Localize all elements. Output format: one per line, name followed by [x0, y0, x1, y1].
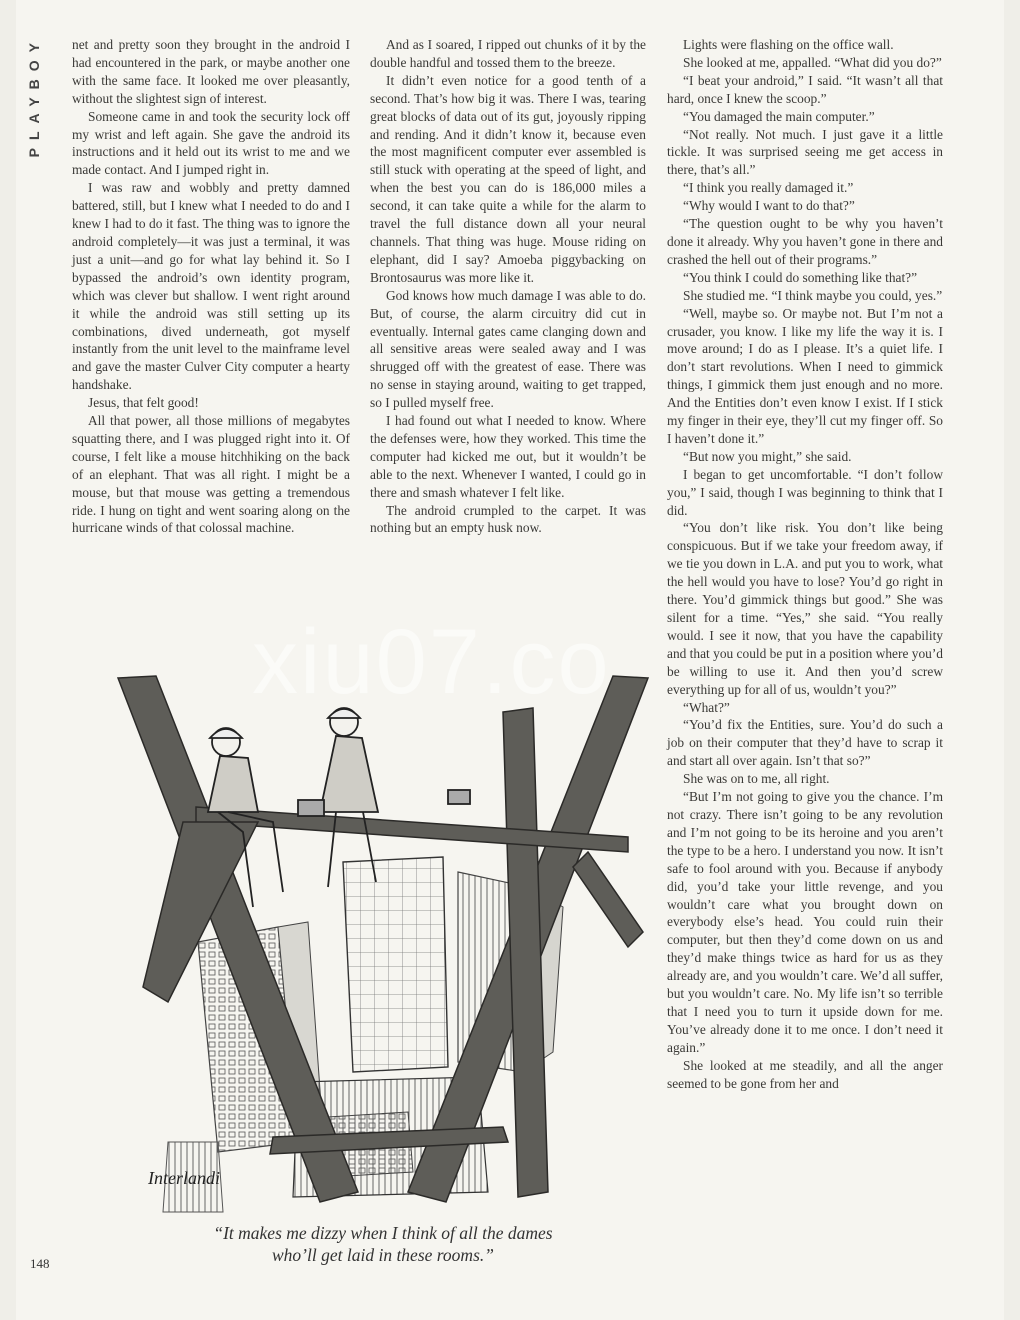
- page-number: 148: [30, 1256, 50, 1271]
- paragraph: I began to get uncomfortable. “I don’t follow you,” I said, though I was beginning to think that I did.: [667, 466, 943, 518]
- paragraph: “You’d fix the Entities, sure. You’d do such a job on their computer that they’d have to scrap it and start all over again. Isn’t that so?”: [667, 717, 943, 769]
- paragraph: Jesus, that felt good!: [88, 395, 199, 411]
- paragraph: “You think I could do something like that?”: [683, 269, 918, 285]
- cartoon-illustration: [108, 672, 658, 1217]
- paragraph: “The question ought to be why you haven’t done it already. Why you haven’t gone in there and crashed the hell out of their programs.”: [667, 216, 943, 267]
- caption-line: who’ll get laid in these rooms.”: [272, 1245, 494, 1265]
- text-column-1: [72, 36, 350, 537]
- paragraph: “Well, maybe so. Or maybe not. But I’m not a crusader, you know. I like my life the way it is. I move around; I do as I please. It’s a quiet life. I don’t start revolutions. When I need to gimmick things, I gimmick them just enough and no more. And the Entities don’t even know I exist. If I stick my finger in their eye, they’ll cut my finger off. So I haven’t done it.”: [667, 305, 943, 446]
- paragraph: “I beat your android,” I said. “It wasn’t all that hard, once I knew the scoop.”: [667, 72, 943, 106]
- paragraph: The android crumpled to the carpet. It was nothing but an empty husk now.: [370, 502, 646, 536]
- cartoonist-signature: Interlandi: [148, 1168, 220, 1188]
- caption-line: “It makes me dizzy when I think of all the dames: [213, 1223, 553, 1243]
- paragraph: “You don’t like risk. You don’t like being conspicuous. But if we take your freedom away, if we tie you down in L.A. and put you to work, what the hell would you have to lose? You’d go right in there. You’d gimmick things but good.” She was silent for a time. “Yes,” she said. “You really would. I see it now, that you have the capability and that you could be put in a position where you’d be willing to use it. And then you’d screw everything up for all of us, wouldn’t you?”: [667, 520, 943, 697]
- paragraph: It didn’t even notice for a good tenth of a second. That’s how big it was. There I was, tearing great blocks of data out of its gut, joyously ripping and rending. And it didn’t know it, because even the most magnificent computer ever assembled is still stuck with operating at the speed of light, and when the best you can do is 186,000 miles a second, it can take quite a while for the alarm to travel the full distance down all your neural channels. That thing was huge. Mouse riding on elephant, did I say? Amoeba piggybacking on Brontosaurus was more like it.: [370, 72, 646, 285]
- paragraph: God knows how much damage I was able to do. But, of course, the alarm circuitry did cut in eventually. Internal gates came clanging down and all sensitive areas were sealed away and I was shrugged off with the greatest of ease. There was no sense in staying around, waiting to get trapped, so I pulled myself free.: [370, 287, 646, 411]
- cartoon-caption: [108, 1222, 658, 1266]
- paragraph: She looked at me steadily, and all the anger seemed to be gone from her and: [667, 1057, 943, 1091]
- paragraph: “But I’m not going to give you the chance. I’m not crazy. There isn’t going to be any revolution and I’m not going to be its heroine and you aren’t the type to be a hero. I understand you now. It isn’t safe to fool around with you. Because if anybody did, you’d take your little revenge, and you wouldn’t care what you brought down on everybody else’s head. You could ruin their computer, but then they’d come down on us and they’d make things twice as hard for us as they already are, and you wouldn’t care. We’d all suffer, but you wouldn’t care. No. My life isn’t so terrible that I need you to turn it upside down for me. You’ve already done it to me once. I don’t need it again.”: [667, 789, 943, 1055]
- paragraph: “You damaged the main computer.”: [683, 108, 875, 124]
- paragraph: She was on to me, all right.: [683, 771, 830, 787]
- paragraph: All that power, all those millions of megabytes squatting there, and I was plugged right into it. Of course, I felt like a mouse hitchhiking on the back of an elephant. That was all right. I might be a mouse, but that mouse was getting a tremendous ride. I hung on tight and went soaring along on the hurricane winds of that colossal machine.: [72, 413, 350, 536]
- paragraph: “Why would I want to do that?”: [683, 198, 855, 214]
- text-column-2: [370, 36, 646, 537]
- paragraph: I was raw and wobbly and pretty damned battered, still, but I knew what I needed to do and I knew I had to do it fast. The thing was to ignore the android completely—it was just a terminal, it was just a unit—and go for what lay behind it. So I bypassed the android’s own identity program, which was clever but shallow. I went right around it while the android was still setting up its combinations, dived underneath, got myself instantly from the unit level to the mainframe level and gave the master Culver City computer a hearty handshake.: [72, 180, 350, 393]
- paragraph: Someone came in and took the security lock off my wrist and left again. She gave the android its instructions and it held out its wrist to me and we made contact. And I jumped right in.: [72, 108, 350, 178]
- paragraph: “I think you really damaged it.”: [683, 180, 854, 196]
- paragraph: “But now you might,” she said.: [683, 448, 852, 464]
- paragraph: She looked at me, appalled. “What did you do?”: [683, 54, 942, 70]
- paragraph: net and pretty soon they brought in the android I had encountered in the park, or maybe another one with the same face. It looked me over pleasantly, without the slightest sign of interest.: [72, 37, 350, 106]
- paragraph: And as I soared, I ripped out chunks of it by the double handful and tossed them to the breeze.: [370, 37, 646, 70]
- magazine-logo-vertical: PLAYBOY: [26, 35, 42, 158]
- paragraph: She studied me. “I think maybe you could, yes.”: [683, 287, 943, 303]
- paragraph: Lights were flashing on the office wall.: [683, 37, 894, 52]
- paragraph: I had found out what I needed to know. Where the defenses were, how they worked. This time the computer had kicked me out, but it wouldn’t be able to the next. Whenever I wanted, I could go in there and smash whatever I felt like.: [370, 413, 646, 500]
- paragraph: “Not really. Not much. I just gave it a little tickle. It was surprised seeing me get access in there, that’s all.”: [667, 126, 943, 178]
- text-column-3: [667, 36, 943, 1092]
- paragraph: “What?”: [683, 699, 730, 715]
- watermark: xiu07.co: [252, 611, 611, 713]
